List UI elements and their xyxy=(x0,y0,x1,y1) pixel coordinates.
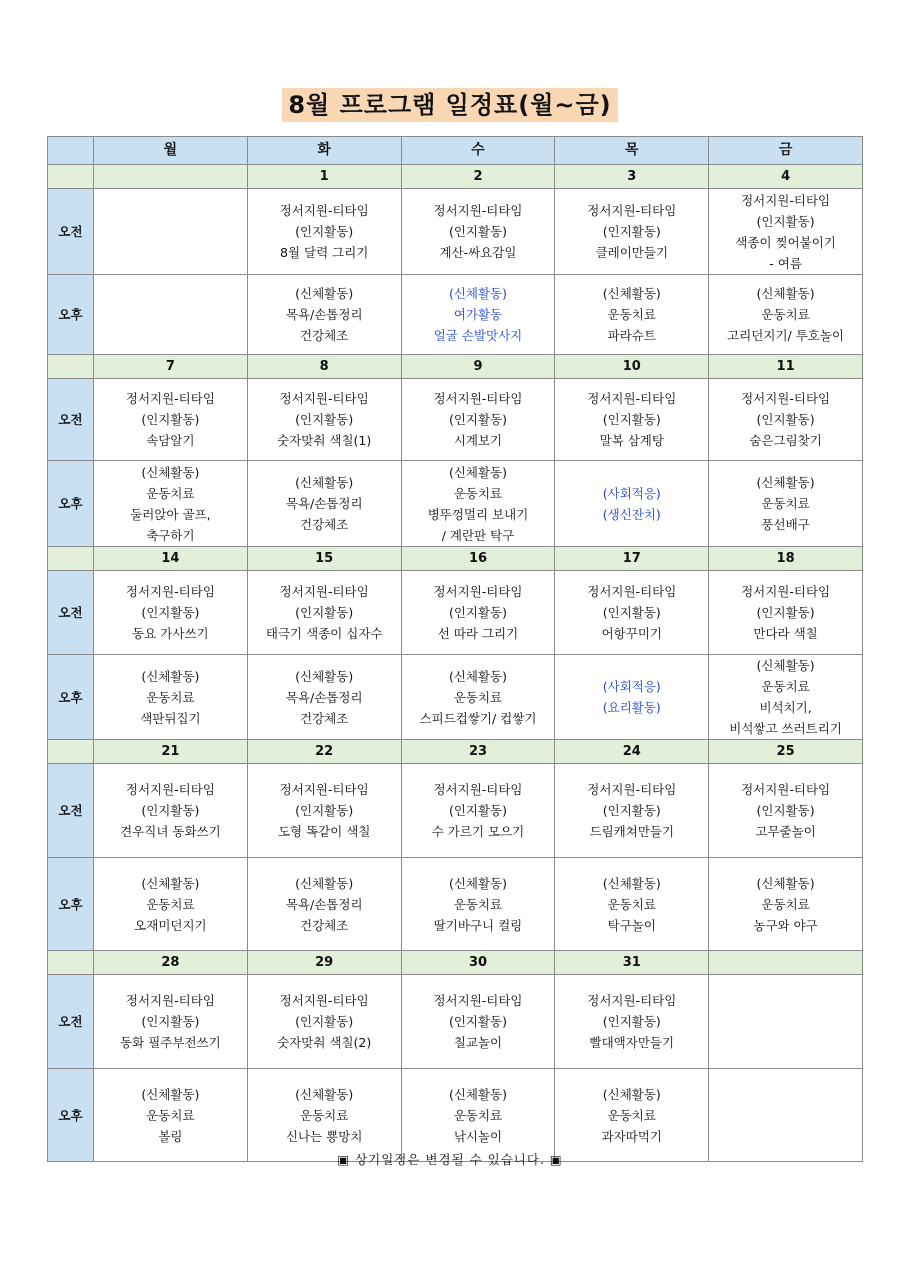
program-line: 정서지원-티타임 xyxy=(587,584,677,599)
program-cell xyxy=(247,275,401,355)
program-line: 건강체조 xyxy=(300,328,349,343)
program-line: 낚시놀이 xyxy=(453,1128,503,1144)
program-line: 계산-싸요감일 xyxy=(439,245,517,260)
program-line: 견우직녀 동화쓰기 xyxy=(120,824,221,839)
program-line: (신체활동) xyxy=(141,668,200,684)
date-row xyxy=(48,951,863,975)
program-line: 정서지원-티타임 xyxy=(741,584,831,599)
program-line: (신체활동) xyxy=(448,286,508,301)
program-line: 정서지원-티타임 xyxy=(741,391,831,406)
program-line: (신체활동) xyxy=(141,875,200,891)
date-row xyxy=(48,547,863,571)
program-line: 목욕/손톱정리 xyxy=(285,689,363,705)
program-cell xyxy=(401,461,555,547)
program-line: 선 따라 그리기 xyxy=(437,626,519,641)
program-line: 건강체조 xyxy=(300,710,349,726)
program-cell xyxy=(709,858,863,951)
program-line: 정서지원-티타임 xyxy=(587,993,677,1008)
weekday-header: 목 xyxy=(555,137,709,165)
program-line: 목욕/손톱정리 xyxy=(285,496,363,511)
program-line: 운동치료 xyxy=(761,496,810,511)
date-cell: 4 xyxy=(709,165,863,189)
afternoon-label: 오후 xyxy=(48,858,94,951)
morning-row xyxy=(48,975,863,1069)
program-line: (신체활동) xyxy=(602,286,661,301)
program-line: (인지활동) xyxy=(295,803,354,818)
program-line: 정서지원-티타임 xyxy=(125,782,215,797)
program-cell xyxy=(247,189,401,275)
program-line: 빨대액자만들기 xyxy=(589,1035,675,1050)
program-cell xyxy=(247,975,401,1069)
date-cell: 17 xyxy=(555,547,709,571)
weekday-header: 월 xyxy=(94,137,248,165)
morning-row xyxy=(48,189,863,275)
program-line: 어항꾸미기 xyxy=(601,626,662,641)
program-line: 정서지원-티타임 xyxy=(433,203,523,218)
program-line: 비석쌓고 쓰러트리기 xyxy=(729,721,842,736)
program-line: (신체활동) xyxy=(295,875,354,891)
weekday-header: 화 xyxy=(247,137,401,165)
program-line: (사회적응) xyxy=(602,485,661,501)
program-line: (인지활동) xyxy=(141,803,200,818)
program-line: 농구와 야구 xyxy=(753,917,818,933)
program-cell xyxy=(555,858,709,951)
morning-row xyxy=(48,379,863,461)
program-line: 드림캐쳐만들기 xyxy=(589,824,675,839)
program-line: 색판뒤집기 xyxy=(140,710,201,726)
program-line: 정서지원-티타임 xyxy=(433,782,523,797)
date-cell: 30 xyxy=(401,951,555,975)
program-cell xyxy=(555,379,709,461)
program-line: (요리활동) xyxy=(602,700,661,715)
date-cell: 24 xyxy=(555,740,709,764)
program-line: 운동치료 xyxy=(146,689,195,705)
program-cell xyxy=(709,975,863,1069)
program-line: 운동치료 xyxy=(761,679,810,694)
program-cell xyxy=(247,764,401,858)
program-line: (신체활동) xyxy=(756,875,815,891)
program-line: 축구하기 xyxy=(146,527,195,543)
program-line: 운동치료 xyxy=(453,485,503,501)
program-line: 숫자맞춰 색칠(1) xyxy=(277,433,372,448)
date-row-label-cell xyxy=(48,355,94,379)
program-cell xyxy=(709,1069,863,1162)
afternoon-row xyxy=(48,858,863,951)
program-line: (인지활동) xyxy=(448,1014,508,1029)
date-row-label-cell xyxy=(48,951,94,975)
program-line: (인지활동) xyxy=(756,803,815,818)
program-line: (인지활동) xyxy=(602,412,661,427)
program-cell xyxy=(555,571,709,655)
afternoon-row xyxy=(48,275,863,355)
date-cell: 16 xyxy=(401,547,555,571)
program-line: (인지활동) xyxy=(295,1014,354,1029)
program-line: 정서지원-티타임 xyxy=(279,203,369,218)
program-line: (신체활동) xyxy=(448,1086,508,1102)
program-line: (인지활동) xyxy=(448,803,508,818)
date-cell: 25 xyxy=(709,740,863,764)
program-cell xyxy=(94,858,248,951)
program-line: 시계보기 xyxy=(453,433,503,448)
program-cell xyxy=(247,379,401,461)
weekday-header: 금 xyxy=(709,137,863,165)
program-line: 태극기 색종이 십자수 xyxy=(265,626,383,641)
program-cell xyxy=(555,1069,709,1162)
page-title: 8월 프로그램 일정표(월~금) xyxy=(282,88,617,122)
program-line: - 여름 xyxy=(769,255,802,271)
program-line: 병뚜껑멀리 보내기 xyxy=(427,506,529,522)
program-cell xyxy=(401,1069,555,1162)
afternoon-label: 오후 xyxy=(48,1069,94,1162)
program-cell xyxy=(555,189,709,275)
weekday-header-row xyxy=(48,137,863,165)
program-line: 정서지원-티타임 xyxy=(587,391,677,406)
program-line: 정서지원-티타임 xyxy=(433,584,523,599)
program-cell xyxy=(401,571,555,655)
afternoon-label: 오후 xyxy=(48,275,94,355)
program-line: 정서지원-티타임 xyxy=(125,391,215,406)
program-line: 운동치료 xyxy=(453,1107,503,1123)
program-cell xyxy=(709,655,863,740)
program-line: 동화 필주부전쓰기 xyxy=(120,1035,221,1050)
morning-label: 오전 xyxy=(48,189,94,275)
program-cell xyxy=(247,571,401,655)
program-line: 건강체조 xyxy=(300,917,349,933)
program-line: (신체활동) xyxy=(448,668,508,684)
program-line: (신체활동) xyxy=(295,668,354,684)
program-line: 둘러앉아 골프, xyxy=(130,506,211,522)
program-line: (신체활동) xyxy=(602,1086,661,1102)
date-cell: 10 xyxy=(555,355,709,379)
afternoon-row xyxy=(48,1069,863,1162)
afternoon-row xyxy=(48,655,863,740)
program-cell xyxy=(247,858,401,951)
afternoon-label: 오후 xyxy=(48,655,94,740)
morning-label: 오전 xyxy=(48,764,94,858)
program-line: 정서지원-티타임 xyxy=(125,584,215,599)
program-line: / 계란판 탁구 xyxy=(441,527,515,543)
program-line: 과자따먹기 xyxy=(601,1128,662,1144)
date-row-label-cell xyxy=(48,740,94,764)
program-line: 풍선배구 xyxy=(761,517,810,532)
program-line: (인지활동) xyxy=(448,412,508,427)
program-line: 색종이 찢어붙이기 xyxy=(735,234,836,250)
program-cell xyxy=(709,571,863,655)
program-cell xyxy=(94,275,248,355)
program-line: 고리던지기/ 투호놀이 xyxy=(727,328,845,343)
program-cell xyxy=(94,1069,248,1162)
afternoon-row xyxy=(48,461,863,547)
program-line: (신체활동) xyxy=(141,464,200,480)
program-cell xyxy=(555,275,709,355)
program-cell xyxy=(709,461,863,547)
morning-row xyxy=(48,571,863,655)
program-line: (인지활동) xyxy=(756,412,815,427)
date-cell: 2 xyxy=(401,165,555,189)
program-line: 운동치료 xyxy=(761,896,810,912)
program-cell xyxy=(709,764,863,858)
program-line: 운동치료 xyxy=(453,896,503,912)
program-line: (인지활동) xyxy=(448,605,508,620)
program-line: 숫자맞춰 색칠(2) xyxy=(277,1035,372,1050)
footer-note: ▣ 상기일정은 변경될 수 있습니다. ▣ xyxy=(337,1152,563,1167)
program-line: (인지활동) xyxy=(141,605,200,620)
program-line: (인지활동) xyxy=(602,1014,661,1029)
program-line: 정서지원-티타임 xyxy=(279,584,369,599)
program-line: 볼링 xyxy=(158,1128,183,1144)
program-line: 탁구놀이 xyxy=(607,917,656,933)
program-cell xyxy=(709,189,863,275)
morning-label: 오전 xyxy=(48,571,94,655)
program-cell xyxy=(401,655,555,740)
program-line: (인지활동) xyxy=(141,1014,200,1029)
date-row xyxy=(48,740,863,764)
program-cell xyxy=(709,275,863,355)
title-area xyxy=(0,88,900,122)
program-cell xyxy=(247,655,401,740)
program-cell xyxy=(94,461,248,547)
program-cell xyxy=(555,461,709,547)
program-line: 도형 똑같이 색칠 xyxy=(277,824,371,839)
program-line: 정서지원-티타임 xyxy=(279,993,369,1008)
program-line: 숨은그림찾기 xyxy=(749,433,822,448)
morning-row xyxy=(48,764,863,858)
morning-label: 오전 xyxy=(48,975,94,1069)
program-cell xyxy=(94,379,248,461)
date-cell: 7 xyxy=(94,355,248,379)
program-line: (사회적응) xyxy=(602,679,661,694)
program-line: 비석치기, xyxy=(759,700,812,715)
program-line: 말복 삼계탕 xyxy=(599,433,664,448)
program-line: 운동치료 xyxy=(607,307,656,322)
date-cell: 21 xyxy=(94,740,248,764)
date-cell xyxy=(94,165,248,189)
program-line: 오재미던지기 xyxy=(134,917,207,933)
program-line: 정서지원-티타임 xyxy=(279,391,369,406)
date-cell: 1 xyxy=(247,165,401,189)
date-row xyxy=(48,165,863,189)
date-cell: 9 xyxy=(401,355,555,379)
date-cell: 14 xyxy=(94,547,248,571)
program-line: (인지활동) xyxy=(295,224,354,239)
program-line: 신나는 뿅망치 xyxy=(285,1128,363,1144)
program-line: (신체활동) xyxy=(448,464,508,480)
program-line: 운동치료 xyxy=(146,896,195,912)
program-cell xyxy=(401,189,555,275)
program-cell xyxy=(401,975,555,1069)
program-line: 정서지원-티타임 xyxy=(741,192,831,208)
program-line: (신체활동) xyxy=(756,658,815,673)
program-line: 8월 달력 그리기 xyxy=(280,245,369,260)
date-row-label-cell xyxy=(48,165,94,189)
date-row xyxy=(48,355,863,379)
program-line: 속담알기 xyxy=(146,433,195,448)
date-cell xyxy=(709,951,863,975)
program-line: 스피드컵쌓기/ 컵쌓기 xyxy=(419,710,537,726)
afternoon-label: 오후 xyxy=(48,461,94,547)
date-cell: 3 xyxy=(555,165,709,189)
date-cell: 28 xyxy=(94,951,248,975)
program-line: 운동치료 xyxy=(300,1107,349,1123)
program-line: 운동치료 xyxy=(146,1107,195,1123)
program-line: 정서지원-티타임 xyxy=(587,782,677,797)
program-line: (인지활동) xyxy=(756,213,815,229)
program-line: 운동치료 xyxy=(761,307,810,322)
program-line: 정서지원-티타임 xyxy=(433,993,523,1008)
morning-label: 오전 xyxy=(48,379,94,461)
date-cell: 31 xyxy=(555,951,709,975)
date-cell: 22 xyxy=(247,740,401,764)
date-row-label-cell xyxy=(48,547,94,571)
date-cell: 8 xyxy=(247,355,401,379)
program-line: 클레이만들기 xyxy=(595,245,669,260)
program-cell xyxy=(94,764,248,858)
program-line: (신체활동) xyxy=(295,1086,354,1102)
program-line: 파라슈트 xyxy=(607,328,656,343)
program-line: 수 가르기 모으기 xyxy=(431,824,525,839)
date-cell: 29 xyxy=(247,951,401,975)
program-line: 정서지원-티타임 xyxy=(279,782,369,797)
program-line: (신체활동) xyxy=(756,286,815,301)
program-line: (신체활동) xyxy=(295,475,354,490)
program-cell xyxy=(94,975,248,1069)
program-line: 여가활동 xyxy=(453,307,503,322)
program-line: (인지활동) xyxy=(295,412,354,427)
program-line: 정서지원-티타임 xyxy=(125,993,215,1008)
program-line: 동요 가사쓰기 xyxy=(132,626,209,641)
program-line: (신체활동) xyxy=(602,875,661,891)
program-cell xyxy=(94,571,248,655)
program-line: (인지활동) xyxy=(295,605,354,620)
program-line: (신체활동) xyxy=(756,475,815,490)
program-cell xyxy=(94,189,248,275)
date-cell: 23 xyxy=(401,740,555,764)
program-line: (신체활동) xyxy=(448,875,508,891)
program-line: 목욕/손톱정리 xyxy=(285,307,363,322)
program-line: 얼굴 손발맛사지 xyxy=(433,328,523,343)
date-cell: 11 xyxy=(709,355,863,379)
program-cell xyxy=(555,764,709,858)
program-line: 운동치료 xyxy=(146,485,195,501)
program-line: 고무줄놀이 xyxy=(755,824,816,839)
program-line: 만다라 색칠 xyxy=(753,626,818,641)
program-line: 정서지원-티타임 xyxy=(433,391,523,406)
program-cell xyxy=(247,1069,401,1162)
program-line: 운동치료 xyxy=(607,1107,656,1123)
program-cell xyxy=(401,379,555,461)
schedule-table xyxy=(47,136,863,1162)
program-line: (신체활동) xyxy=(295,286,354,301)
program-line: (신체활동) xyxy=(141,1086,200,1102)
program-line: 칠교놀이 xyxy=(453,1035,503,1050)
program-cell xyxy=(401,858,555,951)
program-line: (인지활동) xyxy=(602,803,661,818)
program-cell xyxy=(94,655,248,740)
program-cell xyxy=(401,275,555,355)
program-line: (인지활동) xyxy=(602,224,661,239)
program-line: 정서지원-티타임 xyxy=(741,782,831,797)
program-cell xyxy=(247,461,401,547)
program-line: 딸기바구니 컬링 xyxy=(433,917,523,933)
program-line: 건강체조 xyxy=(300,517,349,532)
date-cell: 15 xyxy=(247,547,401,571)
program-line: (인지활동) xyxy=(448,224,508,239)
date-cell: 18 xyxy=(709,547,863,571)
program-line: (생신잔치) xyxy=(602,506,661,522)
program-line: (인지활동) xyxy=(756,605,815,620)
program-line: 정서지원-티타임 xyxy=(587,203,677,218)
program-cell xyxy=(555,975,709,1069)
program-line: (인지활동) xyxy=(602,605,661,620)
program-cell xyxy=(709,379,863,461)
program-line: (인지활동) xyxy=(141,412,200,427)
program-cell xyxy=(555,655,709,740)
program-line: 운동치료 xyxy=(607,896,656,912)
program-line: 목욕/손톱정리 xyxy=(285,896,363,912)
program-cell xyxy=(401,764,555,858)
program-line: 운동치료 xyxy=(453,689,503,705)
weekday-header: 수 xyxy=(401,137,555,165)
corner-cell xyxy=(48,137,94,165)
